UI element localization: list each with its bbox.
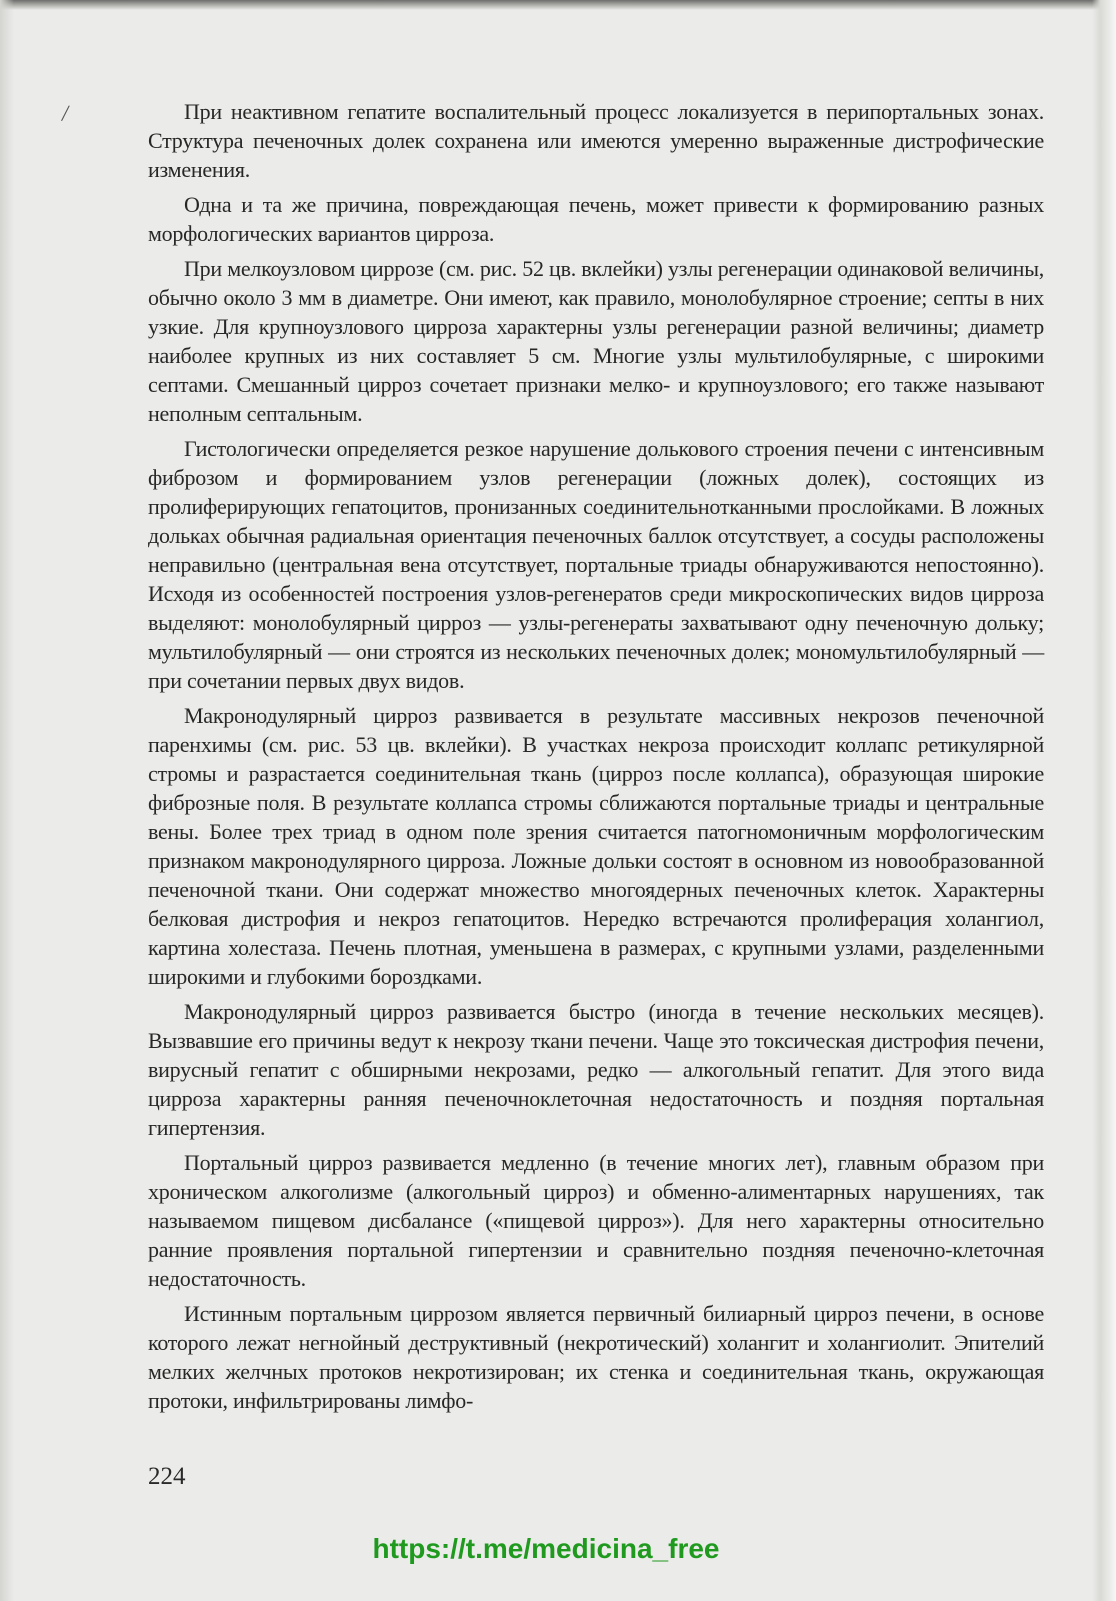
paragraph-histology: Гистологически определяется резкое нарушение долькового строения печени с интенсивным фиброзом и формированием узлов регенерации (ложных долек), состоящих из пролиферирующих гепатоцитов, пронизанных соединительнотканными прослойками. В ложных дольках обычная радиальная ориентация печеночных баллок отсутствует, а сосуды расположены неправильно (центральная вена отсутствует, портальные триады обнаруживаются непостоянно). Исходя из особенностей построения узлов-регенератов среди микроскопических видов цирроза выделяют: монолобулярный цирроз — узлы-регенераты захватывают одну печеночную дольку; мультилобулярный — они строятся из нескольких печеночных долек; мономультилобулярный — при сочетании первых двух видов. [148, 436, 1044, 693]
footer-telegram-link[interactable]: https://t.me/medicina_free [372, 1533, 720, 1564]
paragraph-macronodular-course: Макронодулярный цирроз развивается быстро (иногда в течение нескольких месяцев). Вызвавшие его причины ведут к некрозу ткани печени. Чаще это токсическая дистрофия печени, вирусный гепатит с обширными некрозами, редко — алкогольный гепатит. Для этого вида цирроза характерны ранняя печеночноклеточная недостаточность и поздняя портальная гипертензия. [148, 999, 1044, 1140]
page-number: 224 [148, 1463, 186, 1490]
scan-shadow-right [1092, 0, 1116, 1601]
paragraph-micronodular-cirrhosis: При мелкоузловом циррозе (см. рис. 52 цв. вклейки) узлы регенерации одинаковой величины, обычно около 3 мм в диаметре. Они имеют, как правило, монолобулярное строение; септы в них узкие. Для крупноузлового цирроза характерны узлы регенерации разной величины; диаметр наиболее крупных из них составляет 5 см. Многие узлы мультилобулярные, с широкими септами. Смешанный цирроз сочетает признаки мелко- и крупноузлового; его также называют неполным септальным. [148, 256, 1044, 426]
paragraph-biliary-cirrhosis: Истинным портальным циррозом является первичный билиарный цирроз печени, в основе которого лежат негнойный деструктивный (некротический) холангит и холангиолит. Эпителий мелких желчных протоков некротизирован; их стенка и соединительная ткань, окружающая протоки, инфильтрированы лимфо- [148, 1301, 1044, 1413]
scan-shadow-left [0, 0, 14, 1601]
paragraph-inactive-hepatitis: При неактивном гепатите воспалительный процесс локализуется в перипортальных зонах. Структура печеночных долек сохранена или имеются умеренно выраженные дистрофические изменения. [148, 99, 1044, 182]
paragraph-portal-cirrhosis: Портальный цирроз развивается медленно (в течение многих лет), главным образом при хроническом алкоголизме (алкогольный цирроз) и обменно-алиментарных нарушениях, так называемом пищевом дисбалансе («пищевой цирроз»). Для него характерны относительно ранние проявления портальной гипертензии и сравнительно поздняя печеночно-клеточная недостаточность. [148, 1150, 1044, 1291]
paragraph-same-cause: Одна и та же причина, повреждающая печень, может привести к формированию разных морфологических вариантов цирроза. [148, 192, 1044, 246]
page-body [148, 97, 1044, 1421]
scan-shadow-top [0, 0, 1116, 10]
paragraph-macronodular-cirrhosis: Макронодулярный цирроз развивается в результате массивных некрозов печеночной паренхимы (см. рис. 53 цв. вклейки). В участках некроза происходит коллапс ретикулярной стромы и разрастается соединительная ткань (цирроз после коллапса), образующая широкие фиброзные поля. В результате коллапса стромы сближаются портальные триады и центральные вены. Более трех триад в одном поле зрения считается патогномоничным морфологическим признаком макронодулярного цирроза. Ложные дольки состоят в основном из новообразованной печеночной ткани. Они содержат множество многоядерных печеночных клеток. Характерны белковая дистрофия и некроз гепатоцитов. Нередко встречаются пролиферация холангиол, картина холестаза. Печень плотная, уменьшена в размерах, с крупными узлами, разделенными широкими и глубокими бороздками. [148, 703, 1044, 989]
margin-pencil-mark: / [60, 100, 71, 128]
